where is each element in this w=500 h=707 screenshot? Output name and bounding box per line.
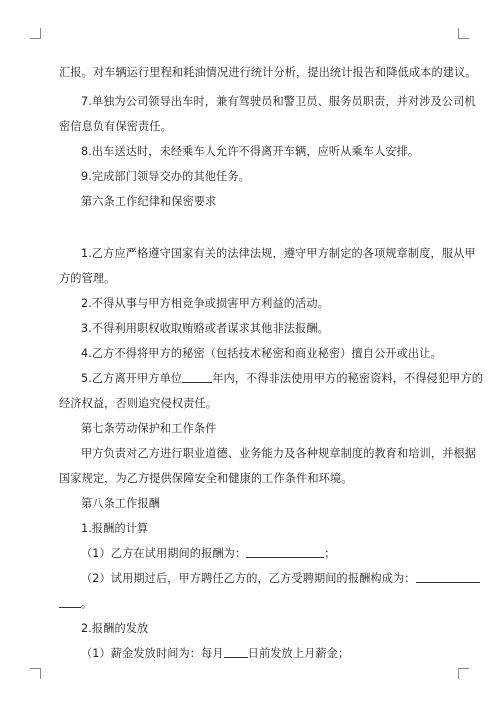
section-heading: 第七条劳动保护和工作条件 xyxy=(81,422,217,435)
paragraph-line xyxy=(81,547,336,561)
paragraph-line: 密信息负有保密责任。 xyxy=(59,120,172,133)
paragraph-line: 国家规定，为乙方提供保障安全和健康的工作条件和环境。 xyxy=(59,472,353,485)
paragraph-line: 汇报。对车辆运行里程和耗油情况进行统计分析，提出统计报告和降低成本的建议。 xyxy=(59,66,477,79)
paragraph-line: 2.不得从事与甲方相竞争或损害甲方利益的活动。 xyxy=(81,297,329,310)
fill-in-blank xyxy=(224,647,248,658)
text-run: 年内，不得非法使用甲方的秘密资料，不得侵犯甲方的 xyxy=(212,372,484,385)
crop-mark-top-right xyxy=(458,28,469,39)
paragraph-line: 甲方负责对乙方进行职业道德、业务能力及各种规章制度的教育和培训，并根据 xyxy=(81,447,477,460)
paragraph-line: 方的管理。 xyxy=(59,272,116,285)
section-heading: 第八条工作报酬 xyxy=(81,497,161,510)
text-run: （2）试用期过后，甲方聘任乙方的，乙方受聘期间的报酬构成为： xyxy=(81,572,416,585)
crop-mark-top-left xyxy=(30,28,41,39)
text-run: 日前发放上月薪金； xyxy=(247,647,350,660)
paragraph-line: 经济权益，否则追究侵权责任。 xyxy=(59,397,218,410)
text-run: 5.乙方离开甲方单位 xyxy=(81,372,183,385)
paragraph-line: 9.完成部门领导交办的其他任务。 xyxy=(81,170,250,183)
text-run: ； xyxy=(324,547,336,560)
paragraph-line: 4.乙方不得将甲方的秘密（包括技术秘密和商业秘密）擅自公开或出让。 xyxy=(81,347,442,360)
paragraph-line: 2.报酬的发放 xyxy=(81,622,149,635)
text-run: （1）乙方在试用期间的报酬为： xyxy=(81,547,247,560)
paragraph-line xyxy=(81,572,480,586)
paragraph-line: 1.报酬的计算 xyxy=(81,522,149,535)
fill-in-blank xyxy=(182,372,212,383)
text-run: 。 xyxy=(81,597,93,610)
paragraph-line: 8.出车送达时，未经乘车人允许不得离开车辆，应听从乘车人安排。 xyxy=(81,145,420,158)
section-heading: 第六条工作纪律和保密要求 xyxy=(81,195,217,208)
paragraph-line xyxy=(81,647,349,661)
paragraph-line: 3.不得利用职权收取贿赂或者谋求其他非法报酬。 xyxy=(81,322,329,335)
fill-in-blank xyxy=(59,597,81,608)
text-run: （1）薪金发放时间为：每月 xyxy=(81,647,224,660)
paragraph-line: 7.单独为公司领导出车时，兼有驾驶员和警卫员、服务员职责，并对涉及公司机 xyxy=(81,95,476,108)
fill-in-blank xyxy=(416,572,480,583)
paragraph-line xyxy=(59,597,92,611)
fill-in-blank xyxy=(246,547,324,558)
crop-mark-bottom-left xyxy=(30,668,41,679)
paragraph-line: 1.乙方应严格遵守国家有关的法律法规，遵守甲方制定的各项规章制度，服从甲 xyxy=(81,247,476,260)
paragraph-line xyxy=(81,372,483,386)
crop-mark-bottom-right xyxy=(458,668,469,679)
